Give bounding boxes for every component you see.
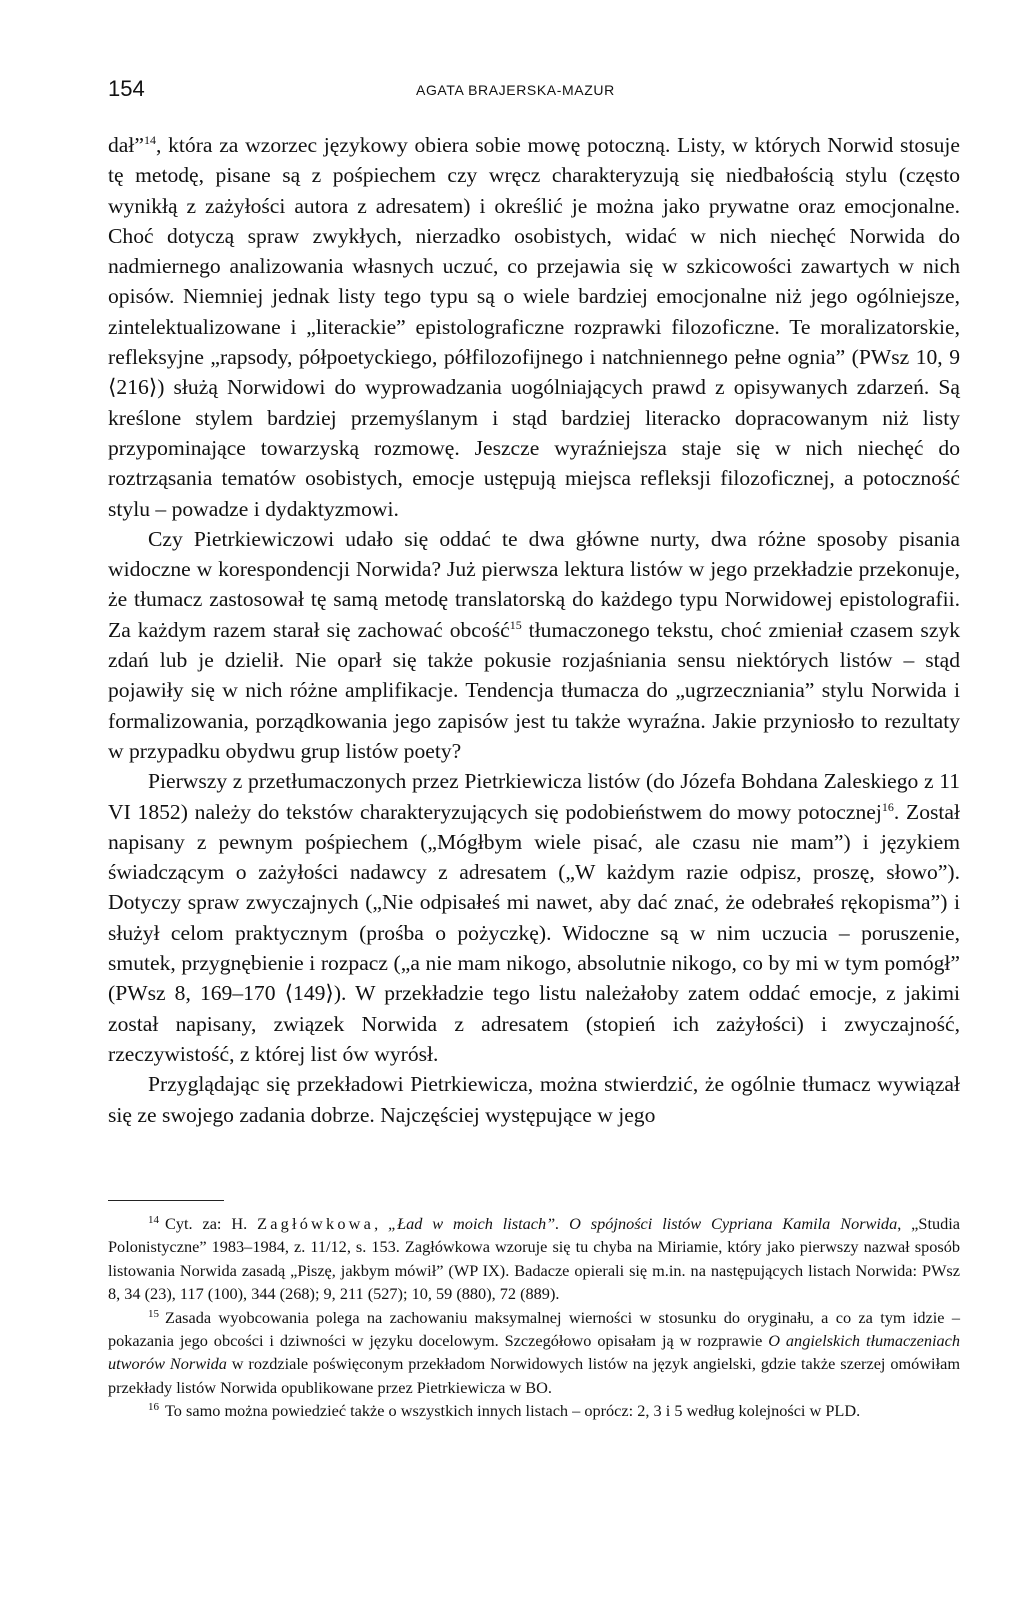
footnote-15: $^{15}$ Zasada wyobcowania polega na zachowaniu maksymalnej wierności w stosunku do oryginału, a co za tym idzie – pokazania jego obcości i dziwności w języku docelowym. Szczegółowo opisałam ją w rozprawie O angielskich tłumaczeniach utworów Norwida w rozdziale poświęconym przekładom Norwidowych listów na język angielski, gdzie także szerzej omówiłam przekłady listów Norwida opublikowane przez Pietrkiewicza w BO.: [108, 1307, 961, 1397]
footnotes: [108, 1212, 960, 1423]
footnote-14: $^{14}$ Cyt. za: H. Zagłówkowa, „Ład w moich listach”. O spójności listów Cypriana Kamila Norwida, „Studia Polonistyczne” 1983–1984, z. 11/12, s. 153. Zagłówkowa wzoruje się tu chyba na Miriamie, który jako pierwszy nazwał sposób listowania Norwida zasadą „Piszę, jakbym mówił” (WP IX). Badacze opierali się m.in. na następujących listach Norwida: PWsz 8, 34 (23), 117 (100), 344 (268); 9, 211 (527); 10, 59 (880), 72 (889).: [108, 1214, 961, 1304]
paragraph-2: Czy Pietrkiewiczowi udało się oddać te dwa główne nurty, dwa różne sposoby pisania widoczne w korespondencji Norwida? Już pierwsza lektura listów w jego przekładzie przekonuje, że tłumacz zastosował tę samą metodę translatorską do każdego typu Norwidowej epistolografii. Za każdym razem starał się zachować obcość$^{15}$ tłumaczonego tekstu, choć zmieniał czasem szyk zdań lub je dzielił. Nie oparł się także pokusie rozjaśniania sensu niektórych listów – stąd pojawiły się w nich różne amplifikacje. Tendencja tłumacza do „ugrzeczniania” stylu Norwida i formalizowania, porządkowania jego zapisów jest tu także wyraźna. Jakie przyniosło to rezultaty w przypadku obydwu grup listów poety?: [108, 526, 960, 763]
footnote-ref-14[interactable]: 14: [143, 133, 156, 147]
author-name: Zagłówkowa: [257, 1214, 375, 1233]
work-title: O angielskich tłumaczeniach utworów Norwida: [108, 1331, 961, 1374]
work-title: „Ład w moich listach”. O spójności listów Cypriana Kamila Norwida: [388, 1214, 898, 1233]
footnote-16: $^{16}$ To samo można powiedzieć także o wszystkich innych listach – oprócz: 2, 3 i 5 według kolejności w PLD.: [148, 1401, 861, 1421]
body-text: [108, 130, 960, 1130]
page-number: 154: [108, 76, 145, 101]
footnote-divider: [108, 1200, 224, 1201]
paragraph-1: dał”$^{14}$, która za wzorzec językowy obiera sobie mowę potoczną. Listy, w których Norwid stosuje tę metodę, pisane są z pośpiechem czy wręcz charakteryzują się niedbałością stylu (często wynikłą z zażyłości autora z adresatem) i określić je można jako prywatne oraz emocjonalne. Choć dotyczą spraw zwykłych, nierzadko osobistych, widać w nich niechęć Norwida do nadmiernego analizowania własnych uczuć, co przejawia się w szkicowości zawartych w nich opisów. Niemniej jednak listy tego typu są o wiele bardziej emocjonalne niż jego ogólniejsze, zintelektualizowane i „literackie” epistolograficzne rozprawki filozoficzne. Te moralizatorskie, refleksyjne „rapsody, półpoetyckiego, półfilozofijnego i natchniennego pełne ognia” (PWsz 10, 9 ⟨216⟩) służą Norwidowi do wyprowadzania uogólniających prawd z opisywanych zdarzeń. Są kreślone stylem bardziej przemyślanym i stąd bardziej literacko dopracowanym niż listy przypominające towarzyską rozmowę. Jeszcze wyraźniejsza staje się w nich niechęć do roztrząsania tematów osobistych, emocje ustępują miejsca refleksji filozoficznej, a potoczność stylu – powadze i dydaktyzmowi.: [108, 133, 960, 521]
footnote-ref-16[interactable]: 16: [881, 799, 894, 814]
running-head: AGATA BRAJERSKA-MAZUR: [416, 82, 615, 98]
paragraph-3: Pierwszy z przetłumaczonych przez Pietrkiewicza listów (do Józefa Bohdana Zaleskiego z 11 VI 1852) należy do tekstów charakteryzujących się podobieństwem do mowy potocznej$^{16}$. Został napisany z pewnym pośpiechem („Mógłbym wiele pisać, ale czasu nie mam”) i językiem świadczącym o zażyłości nadawcy z adresatem („W każdym razie odpisz, proszę, słowo”). Dotyczy spraw zwyczajnych („Nie odpisałeś mi nawet, aby dać znać, że odebrałeś rękopisma”) i służył celom praktycznym (prośba o pożyczkę). Widoczne są w nim uczucia – poruszenie, smutek, przygnębienie i rozpacz („a nie mam nikogo, absolutnie nikogo, co by mi w tym pomógł” (PWsz 8, 169–170 ⟨149⟩). W przekładzie tego listu należałoby zatem oddać emocje, z jakimi został napisany, związek Norwida z adresatem (stopień ich zażyłości) i zwyczajność, rzeczywistość, z której list ów wyrósł.: [108, 769, 960, 1066]
footnote-mark: 15: [148, 1307, 159, 1320]
footnote-mark: 14: [148, 1214, 159, 1226]
page-header: [108, 76, 960, 106]
footnote-ref-15[interactable]: 15: [509, 617, 522, 632]
footnote-mark: 16: [148, 1401, 159, 1414]
paragraph-4: Przyglądając się przekładowi Pietrkiewicza, można stwierdzić, że ogólnie tłumacz wywiązał się ze swojego zadania dobrze. Najczęściej występujące w jego: [108, 1072, 960, 1127]
